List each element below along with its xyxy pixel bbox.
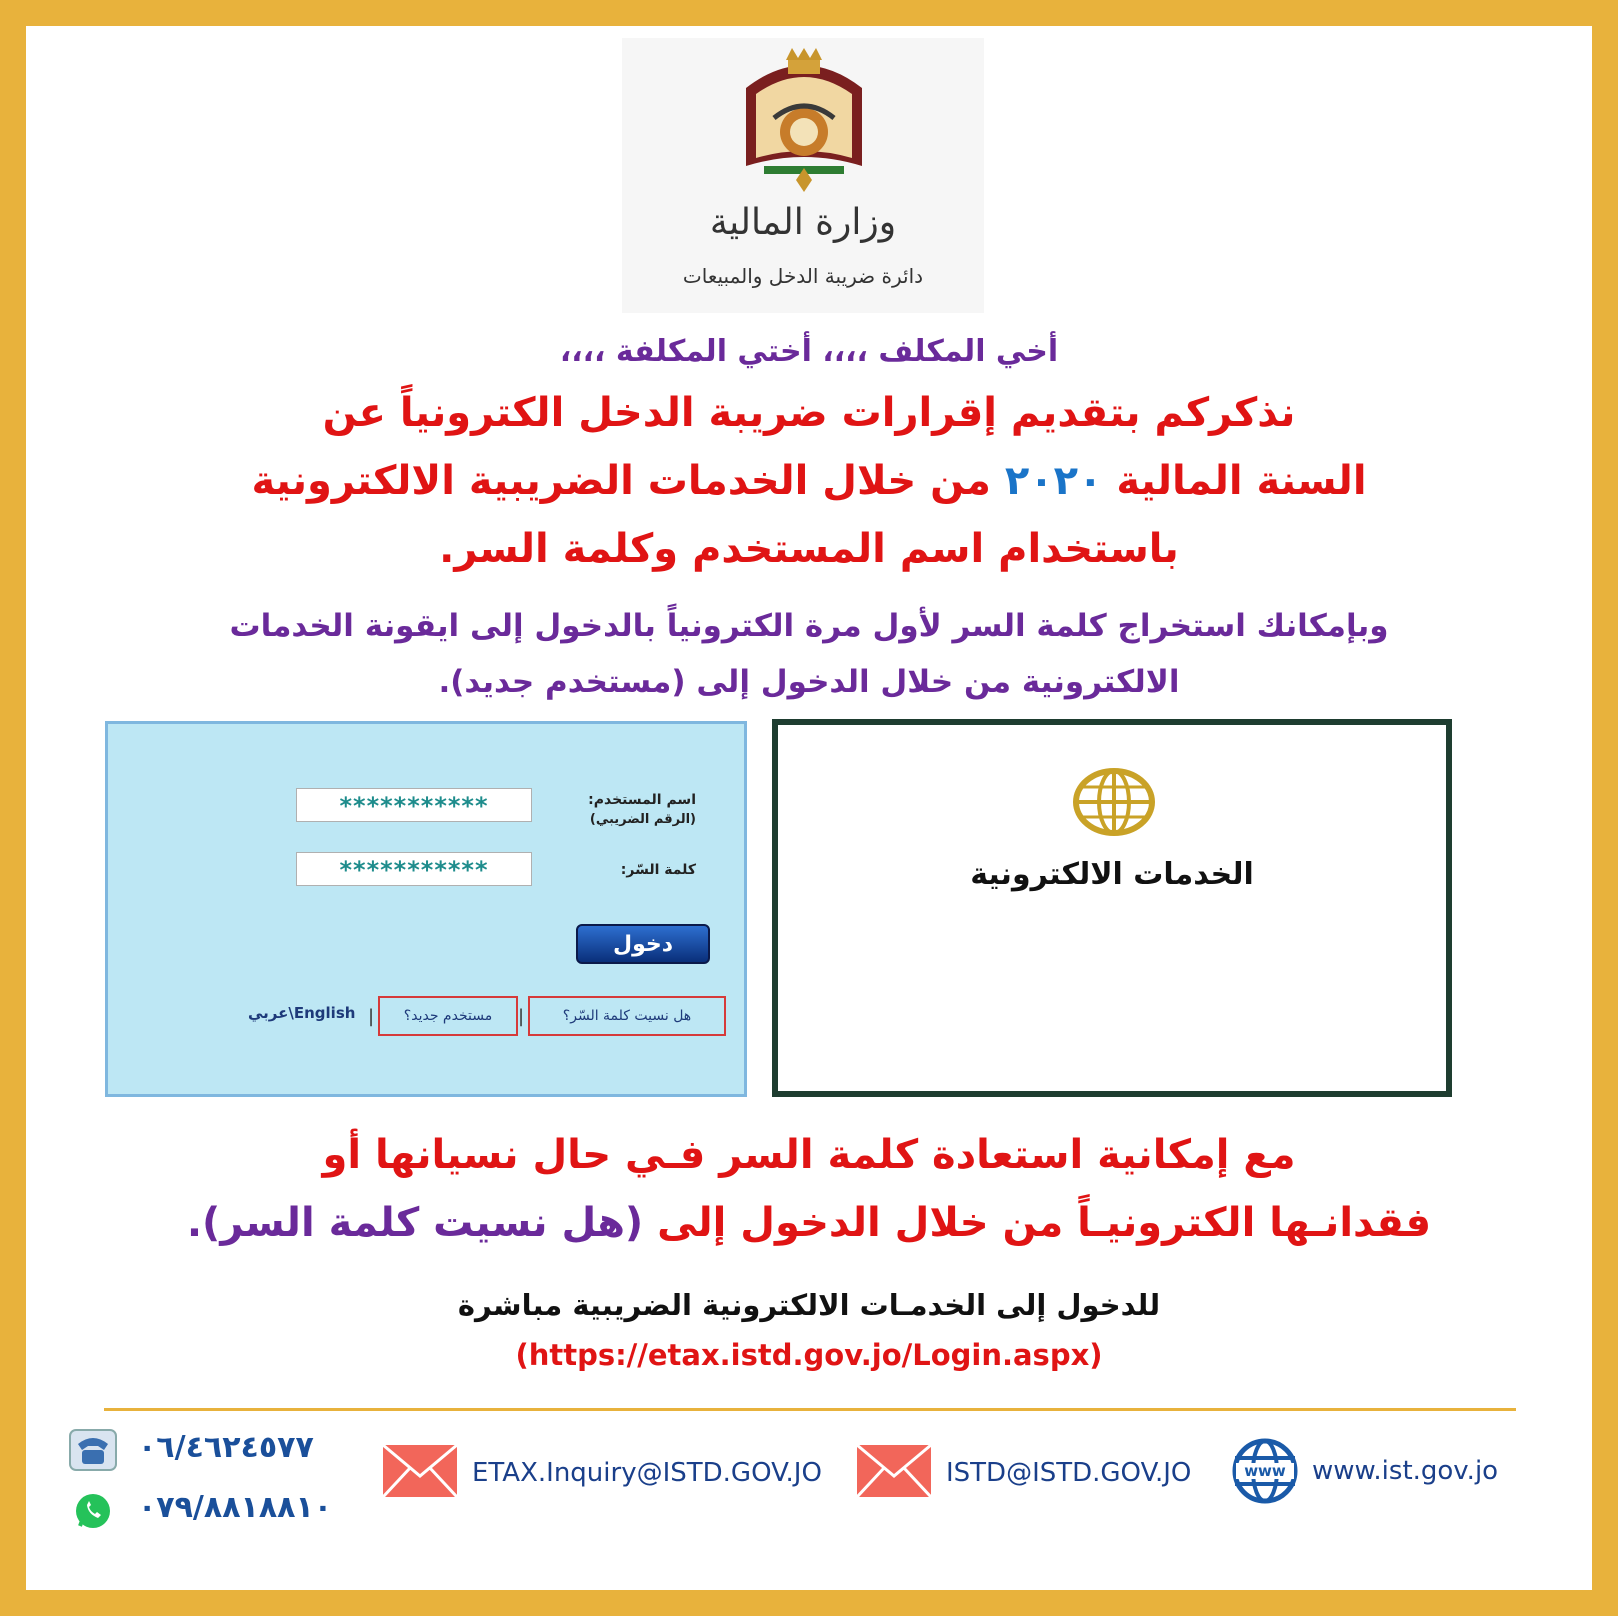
instructions-line-1: وبإمكانك استخراج كلمة السر لأول مرة الكترونياً بالدخول إلى ايقونة الخدمات (229, 608, 1389, 644)
etax-login-url[interactable]: (https://etax.istd.gov.jo/Login.aspx) (515, 1338, 1103, 1372)
direct-access-text: للدخول إلى الخدمـات الالكترونية الضريبية مباشرة (457, 1288, 1161, 1322)
website-link[interactable]: www.ist.gov.jo (1312, 1456, 1499, 1486)
department-name: دائرة ضريبة الدخل والمبيعات (682, 264, 924, 288)
password-input[interactable]: *********** (296, 852, 532, 886)
email-icon (856, 1444, 932, 1498)
email-icon (382, 1444, 458, 1498)
instructions-line-2: الالكترونية من خلال الدخول إلى (مستخدم جديد). (438, 664, 1180, 700)
new-user-link[interactable]: مستخدم جديد؟ (378, 996, 518, 1036)
login-form-panel (105, 721, 747, 1097)
ministry-name: وزارة المالية (709, 202, 897, 243)
reminder-line-2-start: السنة المالية (1116, 458, 1367, 504)
telephone-icon (68, 1428, 118, 1472)
username-input[interactable]: *********** (296, 788, 532, 822)
eservices-panel[interactable] (772, 719, 1452, 1097)
footer-divider (104, 1408, 1516, 1411)
www-globe-icon (1232, 1438, 1298, 1504)
reminder-line-3: باستخدام اسم المستخدم وكلمة السر. (439, 526, 1179, 572)
forgot-password-reference: (هل نسيت كلمة السر). (186, 1200, 644, 1246)
eservices-label: الخدمات الالكترونية (970, 857, 1254, 892)
link-separator: | (518, 1006, 525, 1027)
reminder-line-2 (26, 458, 1592, 504)
reminder-line-1: نذكركم بتقديم إقرارات ضريبة الدخل الكترونياً عن (322, 390, 1296, 436)
login-button[interactable]: دخول (576, 924, 710, 964)
link-separator: | (368, 1006, 375, 1027)
jordan-coat-of-arms-icon (734, 48, 874, 198)
inquiry-email[interactable]: ETAX.Inquiry@ISTD.GOV.JO (472, 1458, 822, 1488)
password-label: كلمة السّر: (620, 862, 696, 878)
www-badge-text: www (1244, 1462, 1286, 1480)
username-label: اسم المستخدم: (588, 792, 696, 808)
reminder-line-2-end: من خلال الخدمات الضريبية الالكترونية (251, 458, 991, 504)
whatsapp-icon (74, 1492, 112, 1530)
main-email[interactable]: ISTD@ISTD.GOV.JO (946, 1458, 1192, 1488)
recovery-line-1: مع إمكانية استعادة كلمة السر فـي حال نسيانها أو (322, 1132, 1296, 1178)
whatsapp-number: ٠٧٩/٨٨١٨٨١٠ (138, 1490, 333, 1525)
recovery-line-2-start: فقدانـها الكترونيـاً من خلال الدخول إلى (657, 1200, 1432, 1246)
forgot-password-link[interactable]: هل نسيت كلمة السّر؟ (528, 996, 726, 1036)
username-sublabel: (الرقم الضريبي) (589, 812, 696, 827)
greeting: أخي المكلف ،،،، أختي المكلفة ،،،، (559, 334, 1059, 369)
phone-number: ٠٦/٤٦٢٤٥٧٧ (138, 1430, 314, 1465)
language-switch-link[interactable]: عربي\English (248, 1004, 356, 1022)
globe-icon (1072, 767, 1156, 837)
recovery-line-2 (26, 1200, 1592, 1246)
ministry-logo-block (622, 38, 984, 313)
fiscal-year: ٢٠٢٠ (1004, 458, 1103, 504)
